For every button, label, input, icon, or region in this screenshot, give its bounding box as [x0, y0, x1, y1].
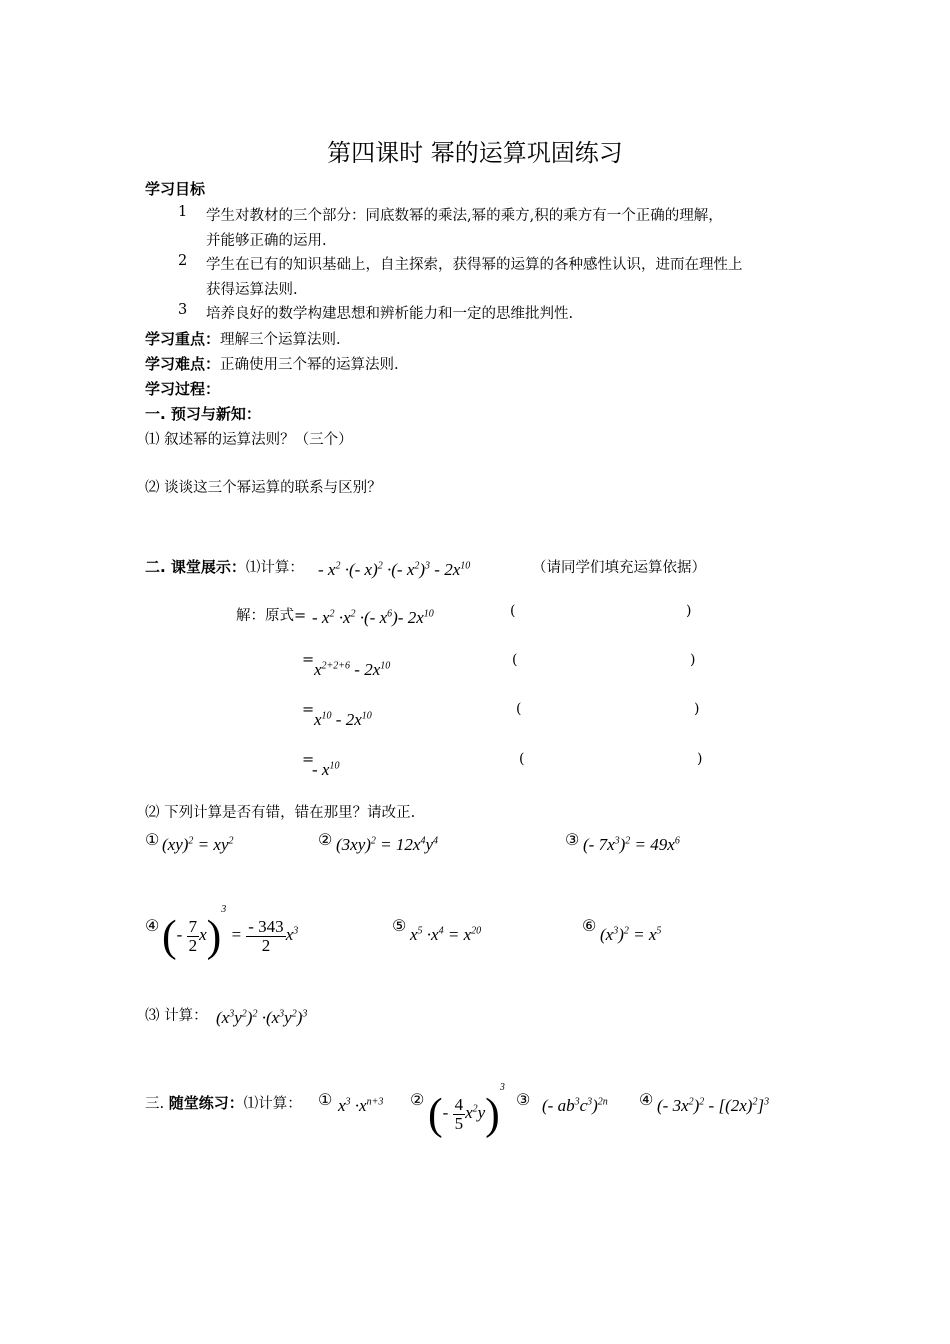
reason-1-close: ) [686, 603, 692, 619]
solution-eq-2: = [302, 652, 315, 668]
section2-heading: 二. 课堂展示： [145, 558, 246, 576]
item-4-equation: (- $\frac{7}{2}$ x)$^3$ = $\frac{- 343}{2}$ $x^3$ [162, 904, 299, 961]
goal-1-text: 学生对教材的三个部分：同底数幂的乘法,幂的乘方,积的乘方有一个正确的理解， [206, 208, 723, 224]
process-label: 学习过程： [145, 380, 221, 398]
practice-4-expression: (- $3x^2)^2 - [(2x)^2]^3$ [657, 1096, 770, 1115]
goal-1-text-cont: 并能够正确的运用. [206, 233, 327, 249]
practice-3-expression: (- $ab^3c^3)^{2n}$ [542, 1096, 608, 1115]
practice-2-expression: (- $\frac{4}{5}$ $x^2y)^3$ [428, 1082, 505, 1139]
section2-q3-expression: $(x^3y^2)^2 \cdot(x^3y^2)^3$ [216, 1008, 308, 1027]
solution-step-1: - $x^2 \cdot x^2$ ·(- $x^6)-$ $2x^{10}$ [312, 608, 434, 627]
item-2-marker: ② [318, 830, 333, 849]
key-point-label: 学习重点： [145, 330, 221, 348]
section3-heading-prefix: 三. [145, 1096, 169, 1112]
section3-heading-row [145, 1092, 302, 1113]
reason-3-open: ( [516, 701, 522, 717]
item-3-equation: (- $7x^3)^2 = 49x^6$ [583, 835, 680, 854]
difficulty-label: 学习难点： [145, 355, 221, 373]
item-1-marker: ① [145, 830, 160, 849]
section2-heading-row [145, 556, 304, 577]
goals-heading: 学习目标 [145, 180, 206, 198]
difficulty-text: 正确使用三个幂的运算法则. [220, 357, 399, 373]
key-point-row [145, 328, 341, 349]
goal-2-text-cont: 获得运算法则. [206, 282, 298, 298]
item-6-equation: $(x^3)^2 = x^5$ [600, 925, 662, 944]
reason-4-open: ( [519, 751, 525, 767]
solution-step-2: $x^{2+2+6} - 2x^{10}$ [314, 660, 391, 679]
goal-3-text: 培养良好的数学构建思想和辨析能力和一定的思维批判性. [206, 306, 574, 322]
goal-1-number: 1 [178, 204, 188, 220]
practice-3-marker: ③ [516, 1090, 531, 1109]
solution-eq-3: = [302, 702, 315, 718]
practice-1-expression: $x^3 \cdot x^{n+3}$ [338, 1096, 384, 1115]
reason-4-close: ) [697, 751, 703, 767]
solution-eq-4: = [302, 752, 315, 768]
reason-2-close: ) [690, 652, 696, 668]
page-title: 第四课时 幂的运算巩固练习 [327, 139, 623, 167]
practice-4-marker: ④ [639, 1090, 654, 1109]
section2-question-3: ⑶ 计算： [145, 1008, 208, 1024]
goal-2-text: 学生在已有的知识基础上，自主探索，获得幂的运算的各种感性认识，进而在理性上 [206, 257, 743, 273]
reason-1-open: ( [510, 603, 516, 619]
section2-question-2: ⑵ 下列计算是否有错，错在那里？请改正. [145, 805, 416, 821]
item-4-marker: ④ [145, 916, 160, 935]
section1-question-1: ⑴ 叙述幂的运算法则？（三个） [145, 432, 353, 448]
solution-label: 解：原式= [236, 608, 307, 624]
goal-2-number: 2 [178, 253, 188, 269]
section1-question-2: ⑵ 谈谈这三个幂运算的联系与区别？ [145, 480, 382, 496]
reason-3-close: ) [694, 701, 700, 717]
section3-calc-label: ⑴计算： [243, 1096, 302, 1112]
section2-expression: - $x^2$ ·(- x)$^2$ ·(- $x^2)^3 - 2x^{10}$ [318, 560, 471, 579]
item-6-marker: ⑥ [582, 916, 597, 935]
goal-3-number: 3 [178, 302, 188, 318]
section2-calc-label: ⑴计算： [245, 560, 304, 576]
item-5-marker: ⑤ [392, 916, 407, 935]
item-3-marker: ③ [565, 830, 580, 849]
item-5-equation: $x^5 \cdot x^4 = x^{20}$ [410, 925, 482, 944]
reason-2-open: ( [512, 652, 518, 668]
section2-note: （请同学们填充运算依据） [532, 560, 706, 576]
difficulty-row [145, 353, 399, 374]
solution-step-4: - $x^{10}$ [312, 760, 340, 779]
practice-1-marker: ① [318, 1090, 333, 1109]
practice-2-marker: ② [410, 1090, 425, 1109]
section3-heading: 随堂练习： [168, 1094, 244, 1112]
solution-step-3: $x^{10} - 2x^{10}$ [314, 710, 372, 729]
key-point-text: 理解三个运算法则. [220, 332, 341, 348]
section1-heading: 一. 预习与新知： [145, 405, 261, 423]
item-1-equation: $(xy)^2 = xy^2$ [162, 835, 234, 854]
item-2-equation: $(3xy)^2 = 12x^4y^4$ [336, 835, 438, 854]
